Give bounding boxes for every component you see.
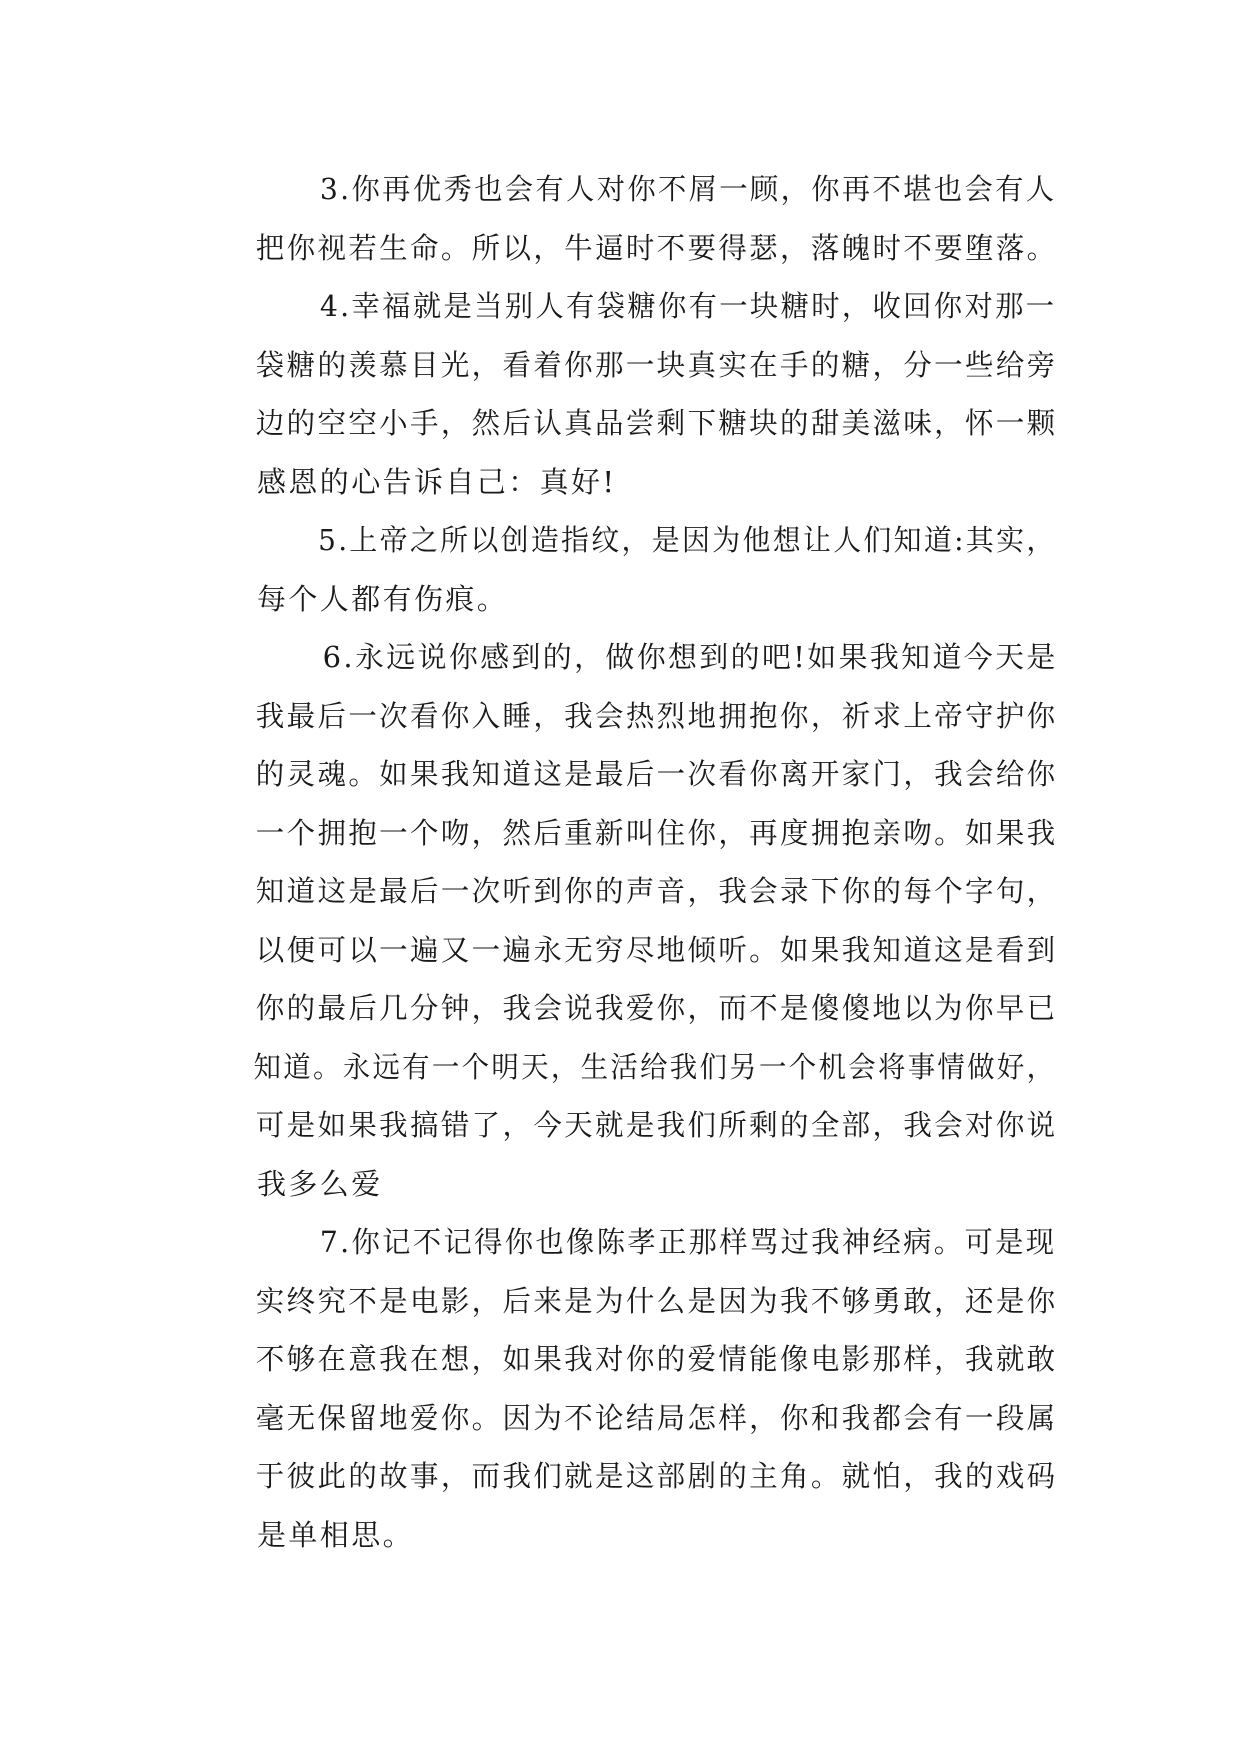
text-line: 4.幸福就是当别人有袋糖你有一块糖时，收回你对那一: [319, 289, 1057, 323]
text-line: 你的最后几分钟，我会说我爱你，而不是傻傻地以为你早已: [255, 991, 1058, 1025]
document-body: [191, 160, 1057, 1564]
text-line: 实终究不是电影，后来是为什么是因为我不够勇敢，还是你: [255, 1283, 1058, 1318]
text-line: 一个拥抱一个吻，然后重新叫住你，再度拥抱亲吻。如果我: [255, 815, 1058, 850]
paragraph-6: [191, 628, 1057, 1213]
text-line: 袋糖的羡慕目光，看着你那一块真实在手的糖，分一些给旁: [255, 347, 1058, 382]
text-line: 我最后一次看你入睡，我会热烈地拥抱你，祈求上帝守护你: [255, 698, 1058, 733]
text-line: 以便可以一遍又一遍永无穷尽地倾听。如果我知道这是看到: [255, 932, 1058, 967]
text-line: 是单相思。: [257, 1517, 415, 1552]
text-line: 3.你再优秀也会有人对你不屑一顾，你再不堪也会有人: [319, 172, 1057, 206]
text-line: 5.上帝之所以创造指纹，是因为他想让人们知道:其实，: [318, 523, 1057, 557]
text-line: 7.你记不记得你也像陈孝正那样骂过我神经病。可是现: [319, 1225, 1057, 1259]
paragraph-5: [191, 511, 1057, 628]
paragraph-4: [191, 277, 1057, 511]
text-line: 不够在意我在想，如果我对你的爱情能像电影那样，我就敢: [255, 1342, 1058, 1376]
paragraph-3: [191, 160, 1057, 277]
text-line: 毫无保留地爱你。因为不论结局怎样，你和我都会有一段属: [255, 1400, 1058, 1435]
text-line: 的灵魂。如果我知道这是最后一次看你离开家门，我会给你: [255, 757, 1058, 791]
text-line: 可是如果我搞错了，今天就是我们所剩的全部，我会对你说: [255, 1108, 1058, 1142]
text-line: 6.永远说你感到的，做你想到的吧!如果我知道今天是: [322, 640, 1058, 674]
text-line: 边的空空小手，然后认真品尝剩下糖块的甜美滋味，怀一颗: [255, 406, 1058, 440]
text-line: 我多么爱: [257, 1166, 383, 1201]
text-line: 于彼此的故事，而我们就是这部剧的主角。就怕，我的戏码: [255, 1459, 1058, 1493]
text-line: 把你视若生命。所以，牛逼时不要得瑟，落魄时不要堕落。: [255, 230, 1058, 265]
paragraph-7: [191, 1213, 1057, 1564]
text-line: 感恩的心告诉自己：真好!: [257, 464, 617, 499]
text-line: 每个人都有伤痕。: [257, 581, 509, 616]
text-line: 知道这是最后一次听到你的声音，我会录下你的每个字句，: [255, 874, 1058, 908]
text-line: 知道。永远有一个明天，生活给我们另一个机会将事情做好，: [253, 1049, 1057, 1084]
